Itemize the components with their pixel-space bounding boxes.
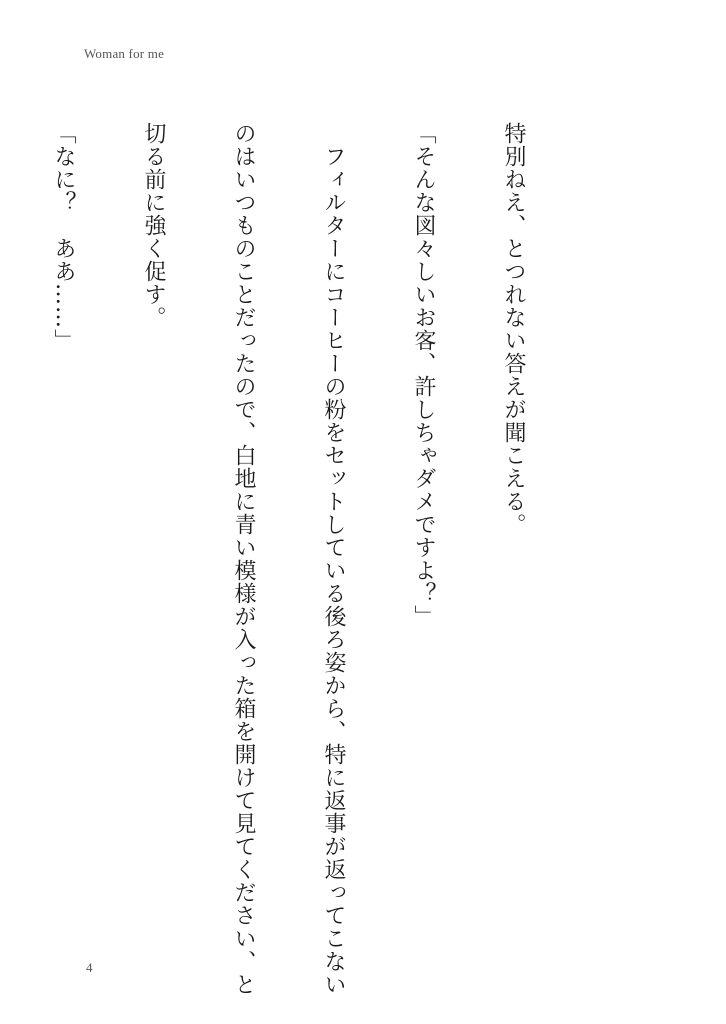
page-number: 4 bbox=[86, 960, 93, 975]
running-header: Woman for me bbox=[84, 46, 165, 61]
text-line: 「そんな図々しいお客、許しちゃダメですよ？」 bbox=[411, 122, 436, 628]
text-line: 「なに？ ああ……」 bbox=[51, 122, 76, 352]
text-line: 切る前に強く促す。 bbox=[141, 122, 166, 329]
vertical-body-text bbox=[0, 122, 588, 996]
text-line: 特別ねえ、とつれない答えが聞こえる。 bbox=[501, 122, 526, 536]
text-line: のはいつものことだったので、白地に青い模様が入った箱を開けて見てください、と bbox=[231, 122, 256, 996]
text-line: フィルターにコーヒーの粉をセットしている後ろ姿から、特に返事が返ってこない bbox=[321, 122, 346, 996]
